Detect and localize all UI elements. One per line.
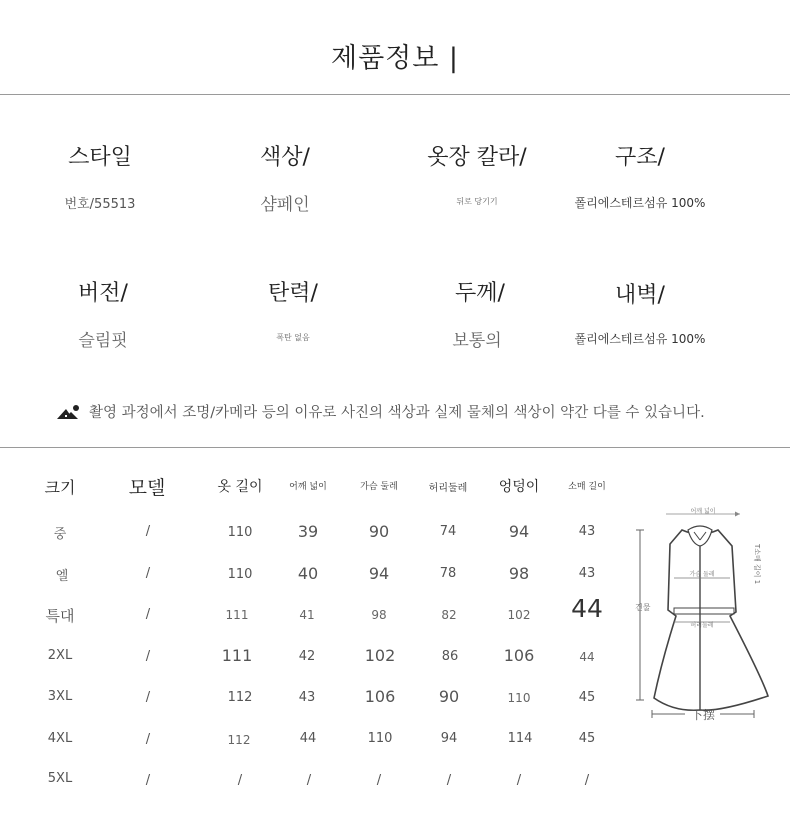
info-label-structure: 구조/ [615,145,665,170]
header-waist: 허리둘레 [428,483,468,494]
cell-shoulder: / [306,773,312,788]
cell-chest: 90 [368,522,390,541]
hem-label: 下摆 [690,708,716,722]
cell-chest: 102 [364,646,396,665]
header-sleeve: 소매 길이 [568,482,606,492]
cell-model: / [145,566,151,581]
color-notice [55,401,705,424]
cell-length: 112 [227,690,253,705]
waist-label: 허리둘레 [690,622,714,629]
header-size: 크기 [44,478,76,497]
info-value-collar: 뒤로 당기기 [456,197,498,206]
cell-waist: 82 [441,608,457,622]
page-title: 제품정보 | [330,43,459,74]
cell-chest: 110 [367,731,393,746]
cell-length: 112 [227,733,251,747]
cell-chest: 98 [371,608,387,622]
cell-waist: 78 [439,566,457,581]
cell-length: 110 [227,525,253,540]
cell-model: / [145,732,151,747]
info-value-lining: 폴리에스테르섬유 100% [574,332,706,346]
cell-chest: 106 [364,687,396,706]
cell-shoulder: 41 [299,608,315,622]
row-size-label: 특대 [45,607,75,625]
cell-sleeve: 43 [578,566,596,581]
dress-measurement-diagram [630,500,770,730]
info-value-style: 번호/55513 [64,197,136,212]
cell-hip: 114 [507,731,533,746]
cell-model: / [145,690,151,705]
info-label-style: 스타일 [68,145,132,170]
cell-shoulder: 42 [298,649,316,664]
cell-chest: / [376,773,382,788]
row-size-label: 2XL [47,648,73,663]
cell-hip: 106 [503,646,535,665]
cell-shoulder: 39 [297,522,319,541]
info-label-version: 버전/ [78,281,128,306]
cell-model: / [145,607,151,622]
cell-length: 110 [227,567,253,582]
row-size-label: 엘 [55,569,69,584]
header-chest: 가슴 둘레 [360,482,398,492]
sleeve-label: T소매 길이 1 [753,544,761,585]
cell-shoulder: 44 [299,731,317,746]
cell-sleeve: 44 [571,594,603,623]
info-label-collar: 옷장 칼라/ [427,145,527,170]
info-value-color: 샴페인 [260,195,310,215]
row-size-label: 3XL [47,689,73,704]
row-size-label: 5XL [47,771,73,786]
info-value-structure: 폴리에스테르섬유 100% [574,196,706,210]
chest-label: 가슴 둘레 [689,571,715,578]
cell-sleeve: 45 [578,731,596,746]
cell-sleeve: 44 [579,650,595,664]
row-size-label: 4XL [47,731,73,746]
cell-waist: 74 [439,524,457,539]
header-shoulder: 어깨 넓이 [289,482,327,492]
info-value-thickness: 보통의 [452,331,502,351]
cell-length: 111 [221,646,253,665]
cell-model: / [145,773,151,788]
cell-hip: 98 [508,564,530,583]
divider-top [0,94,790,95]
info-label-color: 색상/ [260,145,310,170]
cell-hip: 102 [507,608,531,622]
cell-hip: 94 [508,522,530,541]
camera-warning-icon [55,404,81,424]
cell-shoulder: 43 [298,690,316,705]
color-notice-text: 촬영 과정에서 조명/카메라 등의 이유로 사진의 색상과 실제 물체의 색상이 약간 다를 수 있습니다. [89,405,705,421]
cell-chest: 94 [368,564,390,583]
cell-shoulder: 40 [297,564,319,583]
cell-waist: 94 [440,731,458,746]
cell-sleeve: 45 [578,690,596,705]
info-label-lining: 내벽/ [615,283,665,308]
cell-sleeve: / [584,773,590,788]
cell-waist: / [446,773,452,788]
cell-length: 111 [225,608,249,622]
cell-waist: 90 [438,687,460,706]
shoulder-label: 어깨 넓이 [690,508,716,515]
info-value-version: 슬림핏 [78,331,128,351]
header-model: 모델 [128,477,166,499]
info-label-thickness: 두께/ [455,281,505,306]
cell-hip: 110 [507,691,531,705]
cell-hip: / [516,773,522,788]
cell-model: / [145,524,151,539]
cell-model: / [145,649,151,664]
row-size-label: 중 [53,527,67,542]
divider-middle [0,447,790,448]
info-value-elasticity: 폭탄 없음 [276,333,310,342]
cell-length: / [237,773,243,788]
header-hip: 엉덩이 [498,479,540,495]
dress-outline [654,530,768,710]
cell-sleeve: 43 [578,524,596,539]
header-length: 옷 길이 [217,479,263,495]
cell-waist: 86 [441,649,459,664]
length-label: 건물 [635,603,651,612]
info-label-elasticity: 탄력/ [268,281,318,306]
